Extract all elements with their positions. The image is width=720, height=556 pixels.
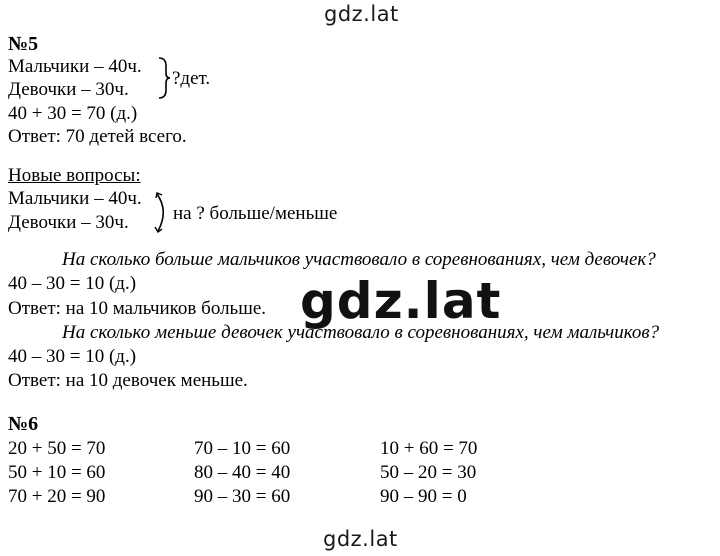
question-2: На сколько меньше девочек участвовало в соревнованиях, чем мальчиков? — [62, 322, 660, 343]
expression-c1-r3: 70 + 20 = 90 — [8, 486, 106, 507]
new-given-question: на ? больше/меньше — [173, 203, 338, 224]
question-1: На сколько больше мальчиков участвовало в соревнованиях, чем девочек? — [62, 249, 656, 270]
watermark-top: gdz.lat — [324, 2, 399, 26]
expression-c2-r2: 80 – 40 = 40 — [194, 462, 291, 483]
expression-c3-r1: 10 + 60 = 70 — [380, 438, 478, 459]
solution: 40 + 30 = 70 (д.) — [8, 103, 138, 124]
given-girls: Девочки – 30ч. — [8, 79, 129, 100]
curly-brace-icon — [156, 56, 172, 100]
given-boys: Мальчики – 40ч. — [8, 56, 142, 77]
expression-c1-r1: 20 + 50 = 70 — [8, 438, 106, 459]
question-2-solution: 40 – 30 = 10 (д.) — [8, 346, 137, 367]
task5-number: №5 — [8, 33, 39, 55]
question-1-solution: 40 – 30 = 10 (д.) — [8, 273, 137, 294]
expression-c1-r2: 50 + 10 = 60 — [8, 462, 106, 483]
question-1-answer: Ответ: на 10 мальчиков больше. — [8, 298, 267, 319]
expression-c2-r3: 90 – 30 = 60 — [194, 486, 291, 507]
new-given-girls: Девочки – 30ч. — [8, 212, 129, 233]
expression-c3-r2: 50 – 20 = 30 — [380, 462, 477, 483]
watermark-bottom: gdz.lat — [323, 527, 398, 551]
new-given-boys: Мальчики – 40ч. — [8, 188, 142, 209]
expression-c2-r1: 70 – 10 = 60 — [194, 438, 291, 459]
answer: Ответ: 70 детей всего. — [8, 126, 187, 147]
curved-bracket-icon — [155, 191, 173, 235]
watermark-center: gdz.lat — [300, 272, 502, 330]
question-2-answer: Ответ: на 10 девочек меньше. — [8, 370, 248, 391]
task6-number: №6 — [8, 413, 39, 435]
given-question: ?дет. — [172, 68, 211, 89]
new-questions-title: Новые вопросы: — [8, 165, 141, 186]
expression-c3-r3: 90 – 90 = 0 — [380, 486, 467, 507]
